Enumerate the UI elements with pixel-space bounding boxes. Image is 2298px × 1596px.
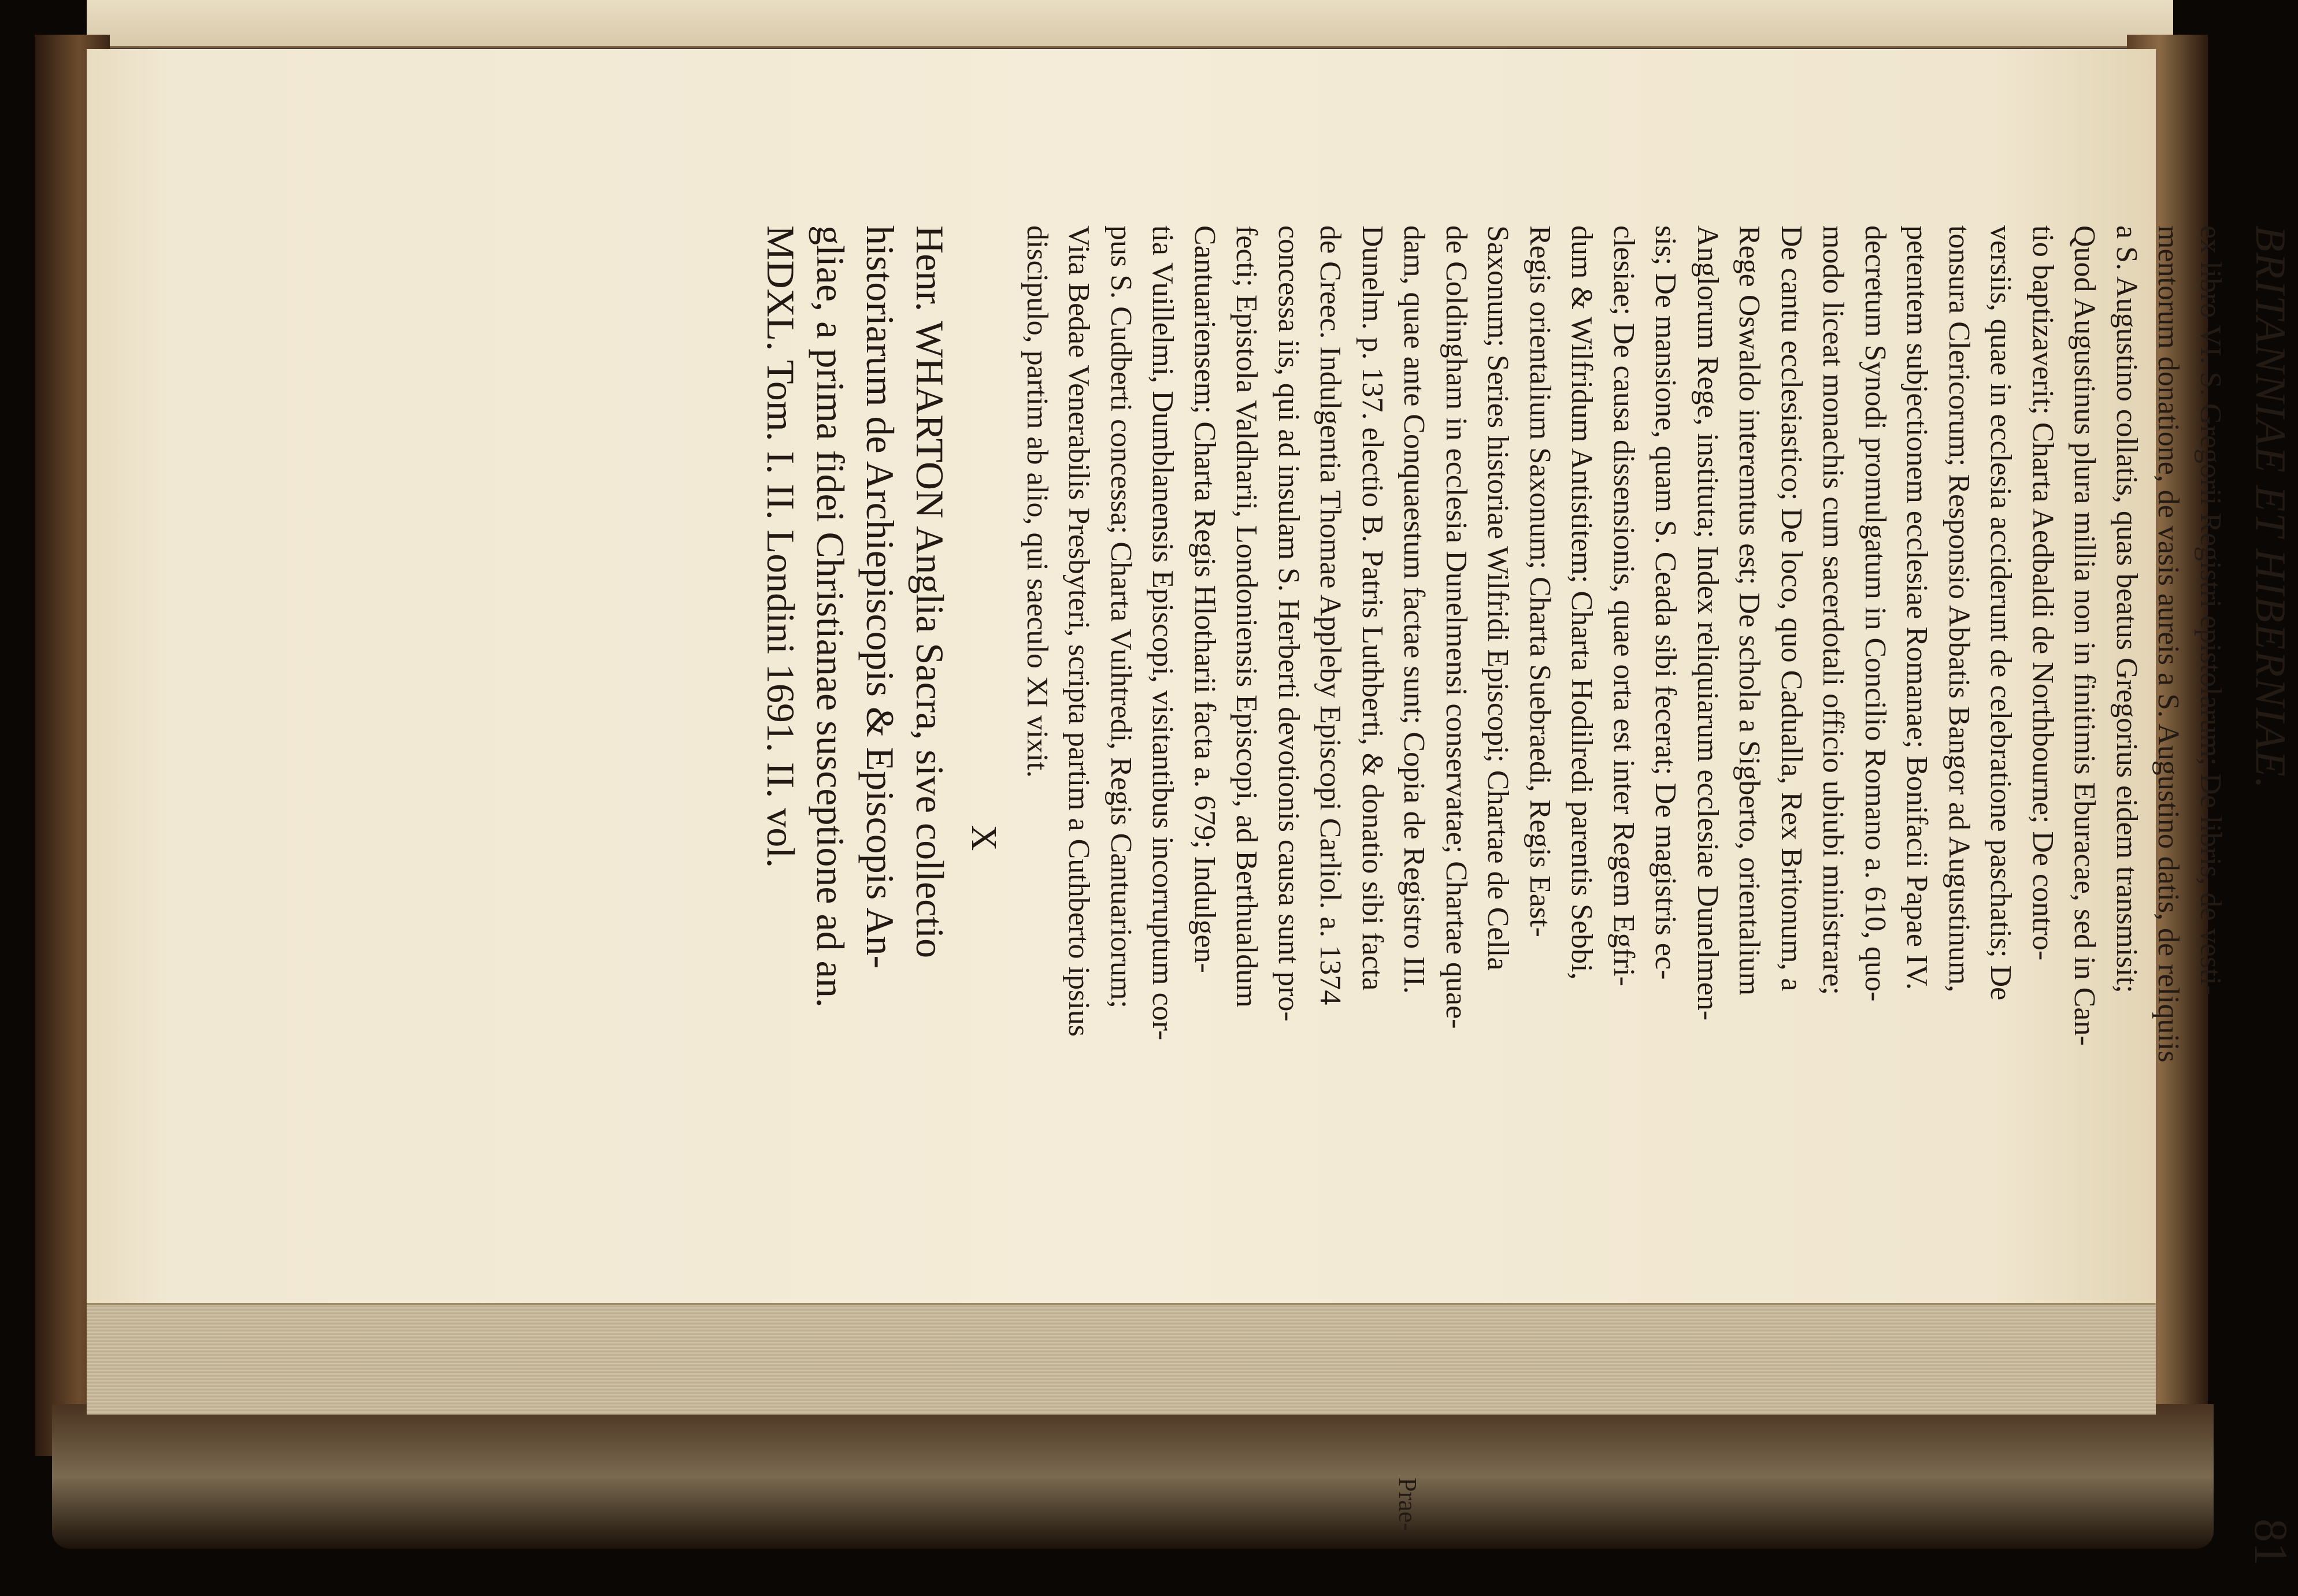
paragraph-1-line: mentorum donatione, de vasis aureis a S. Augustino datis, de reliquiis bbox=[2152, 225, 2185, 1063]
paragraph-1-line: de Coldingham in ecclesia Dunelmensi conservatae; Chartae quae- bbox=[1440, 225, 1473, 1029]
paragraph-1-line: Regis orientalium Saxonum; Charta Suebraedi, Regis East- bbox=[1524, 225, 1556, 937]
paragraph-2-line: gliae, a prima fidei Christianae susceptione ad an. bbox=[809, 225, 853, 1008]
paragraph-1-line: clesiae; De causa dissensionis, quae orta est inter Regem Egfri- bbox=[1607, 225, 1640, 986]
paragraph-1-line: pus S. Cudberti concessa; Charta Vuihtredi, Regis Cantuariorum; bbox=[1104, 225, 1137, 1008]
paragraph-1-line: petentem subjectionem ecclesiae Romanae; Bonifacii Papae IV. bbox=[1900, 225, 1934, 990]
paragraph-1-line: Quod Augustinus plura millia non in finitimis Eburacae, sed in Can- bbox=[2068, 225, 2101, 1046]
running-head bbox=[2231, 225, 2295, 1566]
signature-mark: X bbox=[964, 825, 1004, 851]
paragraph-1-line: Anglorum Rege, instituta; Index reliquiarum ecclesiae Dunelmen- bbox=[1691, 225, 1724, 1021]
paragraph-2-line: Henr. WHARTON Anglia Sacra, sive collectio bbox=[908, 225, 952, 959]
paragraph-1-line: de Creec. Indulgentia Thomae Appleby Episcopi Carliol. a. 1374 bbox=[1314, 225, 1347, 1005]
paragraph-1-line: tio baptizaverit; Charta Aedbaldi de Northbourne; De contro- bbox=[2026, 225, 2059, 961]
paragraph-1-line: Saxonum; Series historiae Wilfridi Episcopi; Chartae de Cella bbox=[1481, 225, 1515, 971]
paragraph-1-line: Dunelm. p. 137. electio B. Patris Luthberti, & donatio sibi facta bbox=[1356, 225, 1389, 991]
paragraph-1-line: De cantu ecclesiastico; De loco, quo Cadualla, Rex Britonum, a bbox=[1775, 225, 1808, 992]
paragraph-1-line: dum & Wilfridum Antistitem; Charta Hodilredi parentis Sebbi, bbox=[1565, 225, 1599, 980]
paragraph-2-line: MDXL. Tom. I. II. Londini 1691. II. vol. bbox=[759, 225, 803, 868]
running-title: BRITANNIAE ET HIBERNIAE. bbox=[2247, 225, 2294, 790]
paragraph-1-line: tia Vuillelmi, Dumblanensis Episcopi, visitantibus incorruptum cor- bbox=[1146, 225, 1180, 1041]
paragraph-1-line: Vita Bedae Venerabilis Presbyteri, scripta partim a Cuthberto ipsius bbox=[1062, 225, 1096, 1037]
paragraph-1-line: a S. Augustino collatis, quas beatus Gregorius eidem transmisit; bbox=[2110, 225, 2143, 993]
paragraph-1-line: dam, quae ante Conquaestum factae sunt; Copia de Registro III. bbox=[1398, 225, 1431, 994]
page-text-block bbox=[759, 225, 2297, 1566]
paragraph-1-line: ex libro VI. S. Gregorii Registri epistolarum; De libris, de vesti- bbox=[2194, 225, 2227, 996]
page-number: 81 bbox=[2245, 1519, 2297, 1566]
paragraph-1-line: Rege Oswaldo interemtus est; De schola a Sigberto, orientalium bbox=[1733, 225, 1766, 996]
paragraph-1-line: discipulo, partim ab alio, qui saeculo XI vixit. bbox=[1021, 225, 1054, 778]
paragraph-1-line: modo liceat monachis cum sacerdotali officio ubiubi ministrare; bbox=[1817, 225, 1850, 995]
paragraph-2-line: historiarum de Archiepiscopis & Episcopis An- bbox=[858, 225, 903, 969]
paragraph-2 bbox=[757, 225, 955, 1566]
paragraph-1-line: tonsura Clericorum; Responsio Abbatis Bangor ad Augustinum, bbox=[1943, 225, 1975, 993]
paragraph-1-line: Cantuariensem; Charta Regis Hlotharii facta a. 679; Indulgen- bbox=[1188, 225, 1221, 973]
paragraph-1-line: concessa iis, qui ad insulam S. Herberti devotionis causa sunt pro- bbox=[1272, 225, 1305, 1022]
catchword: Prae- bbox=[1393, 1478, 1422, 1531]
paragraph-1-line: sis; De mansione, quam S. Ceada sibi fecerat; De magistris ec- bbox=[1649, 225, 1682, 980]
previous-page-edge bbox=[87, 0, 2173, 49]
paragraph-1 bbox=[1016, 225, 2232, 1566]
paragraph-1-line: fecti; Epistola Valdharii, Londoniensis Episcopi, ad Berthualdum bbox=[1230, 225, 1263, 1008]
paragraph-1-line: decretum Synodi promulgatum in Concilio Romano a. 610, quo- bbox=[1859, 225, 1892, 1002]
paragraph-1-line: versiis, quae in ecclesia acciderunt de celebratione paschatis; De bbox=[1984, 225, 2018, 1001]
